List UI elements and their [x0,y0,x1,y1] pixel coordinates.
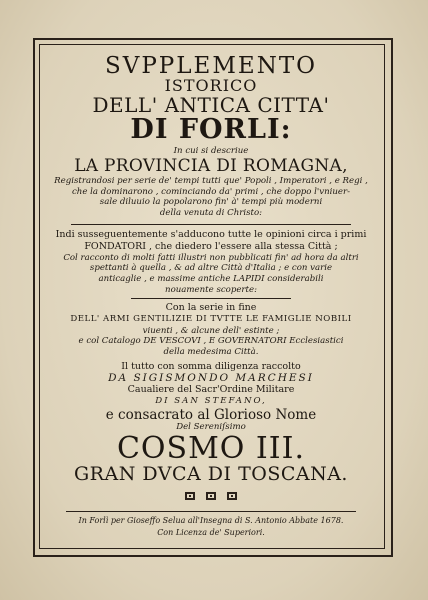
imprint-rule [66,511,356,512]
subtitle-intro: In cui si descriue [173,146,249,157]
section2-line-3: Col racconto di molti fatti illustri non pubblicati fin' ad hora da altri [63,252,359,263]
dedication-line-2: Del Sereniſsimo [176,422,246,433]
subtitle-provincia: LA PROVINCIA DI ROMAGNA, [74,156,348,177]
subtitle-desc-1: Registrandosi per serie de' tempi tutti que' Popoli , Imperatori , e Regi , [54,175,368,186]
imprint-line-2: Con Licenza de' Superiori. [157,528,265,538]
title-line-4: DI FORLI: [130,113,292,145]
printer-ornament-icon [181,490,241,502]
subtitle-desc-3: sale diluuio la popolarono fin' à' tempi più moderni [99,197,323,208]
title-line-3: DELL' ANTICA CITTA' [92,92,330,117]
title-line-2: ISTORICO [164,76,258,96]
section2-line-6: nouamente scoperte: [165,284,257,295]
section3-line-4: e col Catalogo DE VESCOVI , E GOVERNATORI Ecclesiastici [78,336,344,347]
dedication-gran-duca: GRAN DVCA DI TOSCANA. [74,463,348,486]
author-line-3: Caualiere del Sacr'Ordine Militare [127,383,295,395]
section2-line-1: Indi susseguentemente s'adducono tutte le opinioni circa i primi [55,228,367,240]
dedication-cosmo: COSMO III. [116,431,306,467]
author-name: DA SIGISMONDO MARCHESI [108,371,314,384]
section2-line-4: spettanti à quella , & ad altre Città d'Italia ; e con varie [89,263,333,274]
section3-line-3: viuenti , & alcune dell' estinte ; [142,325,280,336]
dedication-line-1: e consacrato al Glorioso Nome [105,407,317,424]
subtitle-desc-2: che la dominarono , cominciando da' primi , che doppo l'vniuer- [71,186,351,197]
title-line-1: SVPPLEMENTO [104,53,318,79]
divider-rule [71,224,351,225]
divider-rule-short [131,298,291,299]
author-line-4: DI SAN STEFANO, [155,395,267,406]
author-line-1: Il tutto con somma diligenza raccolto [121,360,301,372]
section3-line-1: Con la serie in fine [165,302,257,314]
section3-line-2: DELL' ARMI GENTILIZIE DI TVTTE LE FAMIGLIE NOBILI [70,314,352,325]
section2-line-2: FONDATORI , che diedero l'essere alla stessa Città ; [84,240,338,252]
imprint-line-1: In Forlì per Gioseffo Selua all'Insegna di S. Antonio Abbate 1678. [78,515,344,525]
section2-line-5: anticaglie , e massime antiche LAPIDI considerabili [98,274,324,285]
subtitle-desc-4: della venuta di Christo: [159,208,263,219]
title-page-text [44,52,378,539]
section3-line-5: della medesima Città. [163,347,259,357]
